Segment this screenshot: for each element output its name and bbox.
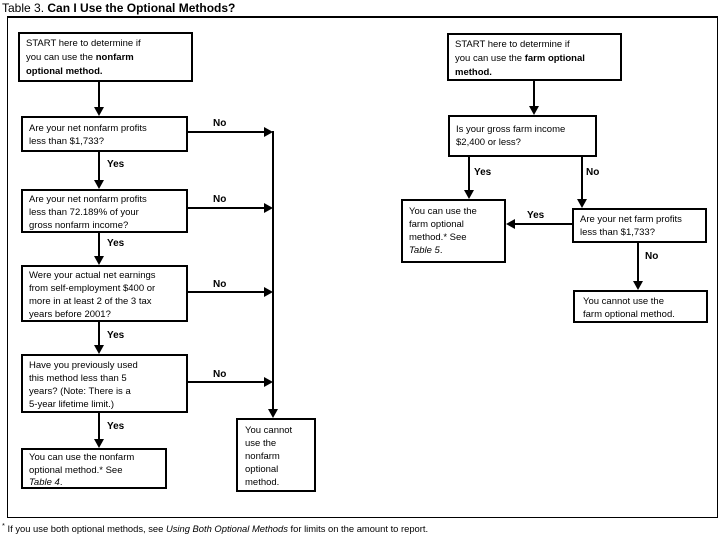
- box-line-bold: farm optional: [524, 53, 585, 64]
- arrowhead-down-icon: [464, 190, 474, 199]
- box-q-previous-use: [21, 354, 188, 413]
- arrowhead-down-icon: [94, 180, 104, 189]
- box-line-bold: nonfarm: [95, 52, 134, 63]
- box-line: START here to determine if: [26, 38, 141, 49]
- footnote-suffix: for limits on the amount to report.: [287, 523, 429, 535]
- box-q-net-farm-profits: [572, 208, 707, 243]
- box-result-can-farm: [401, 199, 506, 263]
- box-line: Is your gross farm income: [456, 124, 566, 135]
- box-line: years before 2001?: [29, 309, 111, 320]
- box-line: START here to determine if: [455, 39, 570, 50]
- box-line: gross nonfarm income?: [29, 220, 129, 231]
- label-no: No: [213, 118, 227, 129]
- arrow-line-yes-3: [98, 322, 100, 345]
- box-line: this method less than 5: [29, 373, 127, 384]
- box-line: less than $1,733?: [580, 227, 656, 238]
- arrowhead-down-icon: [577, 199, 587, 208]
- box-line: Are your net nonfarm profits: [29, 194, 147, 205]
- box-line-text: .: [59, 477, 63, 488]
- arrow-line-start-farm: [533, 81, 535, 106]
- footnote-marker: *: [2, 521, 5, 530]
- box-q-net-earnings: [21, 265, 188, 322]
- arrowhead-down-icon: [268, 409, 278, 418]
- arrow-line-no-collector: [272, 131, 274, 410]
- arrow-line-farm-no-1: [581, 157, 583, 199]
- box-line: nonfarm: [245, 451, 280, 462]
- arrow-line-no-2: [188, 207, 264, 209]
- box-line: method.* See: [409, 232, 467, 243]
- box-q-gross-farm-income: [448, 115, 597, 157]
- title-main: Can I Use the Optional Methods?: [47, 1, 236, 15]
- arrow-line-yes-4: [98, 413, 100, 439]
- table-reference: Table 5: [409, 245, 440, 256]
- footnote: [2, 521, 428, 534]
- arrowhead-down-icon: [94, 107, 104, 116]
- box-line: $2,400 or less?: [456, 137, 521, 148]
- box-line: farm optional method.: [583, 309, 675, 320]
- box-start-farm: [447, 33, 622, 81]
- box-line-text: .: [439, 245, 443, 256]
- arrow-line-yes-1: [98, 152, 100, 180]
- label-yes: Yes: [474, 167, 492, 178]
- box-line: Are your net nonfarm profits: [29, 123, 147, 134]
- box-line-text: you can use the: [26, 52, 96, 63]
- footnote-text: If you use both optional methods, see: [4, 523, 166, 535]
- page-title: [2, 1, 235, 15]
- label-no: No: [645, 251, 659, 262]
- table-reference: Table 4: [29, 477, 60, 488]
- box-line: 5-year lifetime limit.): [29, 399, 114, 410]
- box-line: Were your actual net earnings: [29, 270, 156, 281]
- box-line: [409, 244, 498, 257]
- box-line: You cannot use the: [583, 296, 664, 307]
- arrow-line-yes-2: [98, 233, 100, 256]
- box-line: [29, 477, 159, 489]
- arrow-line-no-4: [188, 381, 264, 383]
- arrowhead-down-icon: [94, 439, 104, 448]
- box-line-bold: method.: [455, 67, 492, 78]
- box-line: farm optional: [409, 219, 464, 230]
- label-yes: Yes: [107, 238, 125, 249]
- box-line: You can use the nonfarm: [29, 452, 135, 463]
- label-yes: Yes: [107, 421, 125, 432]
- box-line: [26, 51, 185, 65]
- label-yes: Yes: [107, 330, 125, 341]
- label-yes: Yes: [527, 210, 545, 221]
- box-q-nonfarm-percent: [21, 189, 188, 233]
- box-result-cannot-farm: [573, 290, 708, 323]
- label-no: No: [213, 194, 227, 205]
- arrowhead-down-icon: [94, 345, 104, 354]
- box-line: optional method.* See: [29, 464, 123, 476]
- label-no: No: [213, 369, 227, 380]
- box-line: You can use the: [409, 206, 477, 217]
- label-no: No: [586, 167, 600, 178]
- box-line-bold: optional method.: [26, 66, 103, 77]
- box-result-can-nonfarm: [21, 448, 167, 489]
- box-line: use the: [245, 438, 277, 449]
- box-line: method.: [245, 477, 280, 488]
- box-line: [455, 52, 614, 66]
- arrow-line-no-3: [188, 291, 264, 293]
- box-line: from self-employment $400 or: [29, 283, 156, 294]
- arrowhead-down-icon: [94, 256, 104, 265]
- box-line: optional: [245, 464, 279, 475]
- arrowhead-left-icon: [506, 219, 515, 229]
- box-q-nonfarm-profits: [21, 116, 188, 152]
- title-prefix: Table 3.: [2, 1, 48, 15]
- label-no: No: [213, 279, 227, 290]
- arrowhead-down-icon: [529, 106, 539, 115]
- box-line: more in at least 2 of the 3 tax: [29, 296, 152, 307]
- arrow-line-farm-yes-1: [468, 157, 470, 190]
- box-line: years? (Note: There is a: [29, 386, 131, 397]
- box-start-nonfarm: [18, 32, 193, 82]
- footnote-reference: Using Both Optional Methods: [165, 523, 288, 535]
- arrow-line-start-nonfarm: [98, 82, 100, 108]
- label-yes: Yes: [107, 159, 125, 170]
- box-line-text: you can use the: [455, 53, 525, 64]
- arrow-line-no-1: [188, 131, 264, 133]
- arrow-line-farm-no-2: [637, 243, 639, 281]
- box-line: You cannot: [245, 425, 293, 436]
- box-line: less than $1,733?: [29, 136, 105, 147]
- box-line: Have you previously used: [29, 360, 138, 371]
- box-line: less than 72.189% of your: [29, 207, 139, 218]
- box-result-cannot-nonfarm: [236, 418, 316, 492]
- arrow-line-farm-yes-2: [515, 223, 572, 225]
- arrowhead-down-icon: [633, 281, 643, 290]
- box-line: Are your net farm profits: [580, 214, 682, 225]
